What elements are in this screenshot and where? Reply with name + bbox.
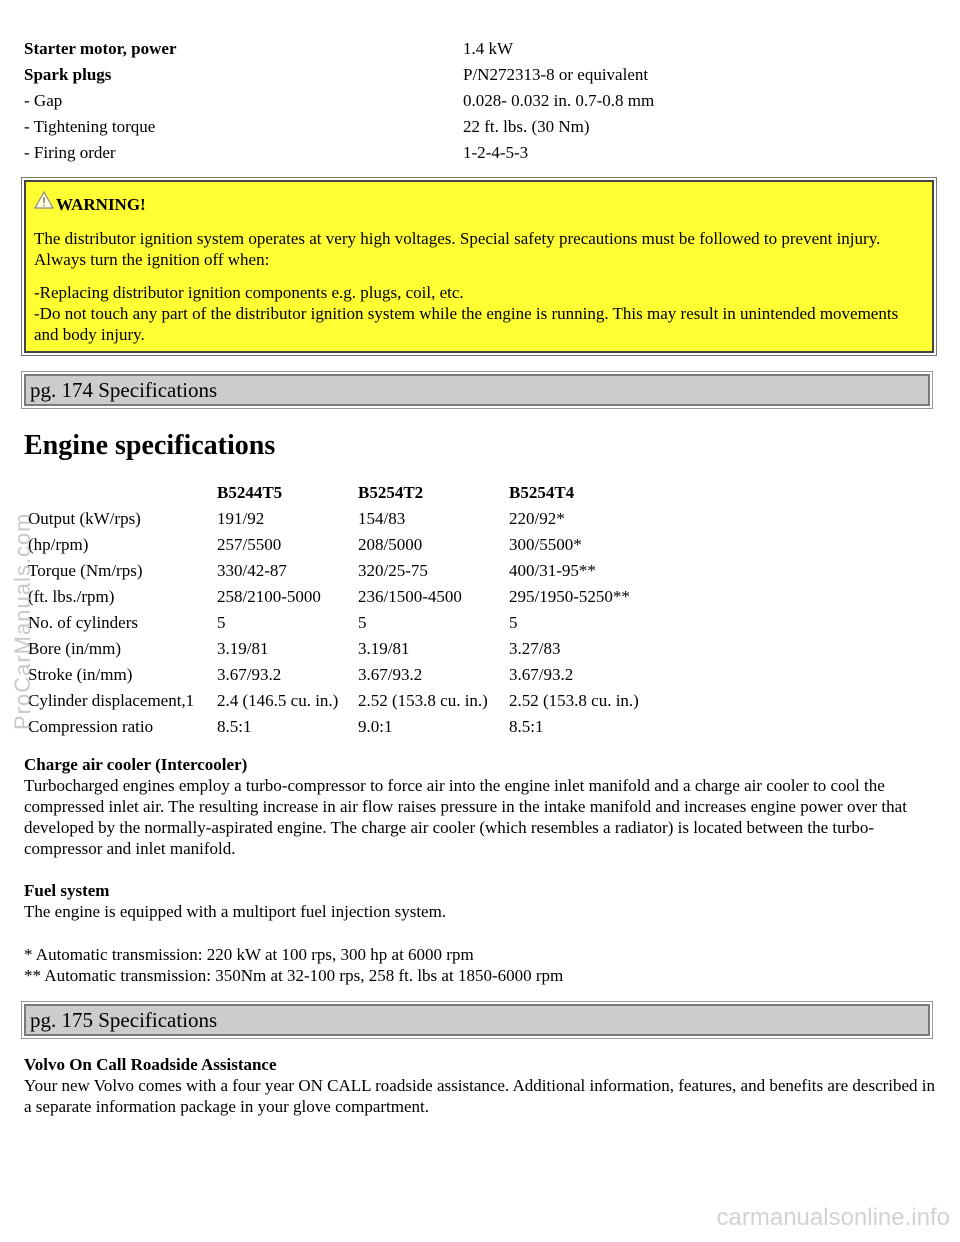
spec-value: 0.028- 0.032 in. 0.7-0.8 mm bbox=[463, 91, 655, 110]
table-cell: 295/1950-5250** bbox=[509, 587, 630, 606]
intercooler-text: Turbocharged engines employ a turbo-compressor to force air into the engine inlet manifold and a charge air cooler to cool the compressed inlet air. The resulting increase in air flow raises pressure in the intake manifold and increases engine power over that developed by the normally-aspirated engine. The charge air cooler (which resembles a radiator) is located between the turbo-compressor and inlet manifold. bbox=[24, 776, 907, 858]
watermark-bottom-right: carmanualsonline.info bbox=[716, 1204, 950, 1231]
spec-value: 1.4 kW bbox=[463, 39, 514, 58]
table-cell: 3.19/81 bbox=[217, 639, 269, 658]
table-cell: 330/42-87 bbox=[217, 561, 287, 580]
fuel-title: Fuel system bbox=[24, 881, 110, 900]
table-row bbox=[28, 610, 639, 636]
warning-text: The distributor ignition system operates at very high voltages. Special safety precautions must be followed to prevent injury. Always turn the ignition off when: bbox=[34, 229, 881, 269]
page-header-174: pg. 174 Specifications bbox=[24, 374, 930, 406]
footnote-1: * Automatic transmission: 220 kW at 100 rps, 300 hp at 6000 rpm bbox=[24, 945, 474, 964]
table-row bbox=[28, 662, 639, 688]
table-cell: 300/5500* bbox=[509, 535, 582, 554]
engine-specs-title: Engine specifications bbox=[24, 430, 276, 461]
spec-value: 22 ft. lbs. (30 Nm) bbox=[463, 117, 590, 136]
engine-column-header bbox=[28, 480, 217, 506]
table-cell: 208/5000 bbox=[358, 535, 423, 554]
warning-title: WARNING! bbox=[56, 195, 146, 214]
engine-column-header: B5244T5 bbox=[217, 483, 283, 502]
table-cell: No. of cylinders bbox=[28, 613, 139, 632]
table-cell: 2.52 (153.8 cu. in.) bbox=[358, 691, 488, 710]
table-cell: 191/92 bbox=[217, 509, 265, 528]
engine-specs-table bbox=[28, 480, 639, 740]
table-row bbox=[28, 636, 639, 662]
spec-row bbox=[24, 36, 784, 62]
table-row bbox=[28, 584, 639, 610]
table-row bbox=[28, 714, 639, 740]
table-cell: 8.5:1 bbox=[217, 717, 252, 736]
table-cell: Bore (in/mm) bbox=[28, 639, 122, 658]
table-cell: 3.19/81 bbox=[358, 639, 410, 658]
table-row bbox=[28, 688, 639, 714]
table-row bbox=[28, 558, 639, 584]
table-cell: 154/83 bbox=[358, 509, 406, 528]
spec-row bbox=[24, 88, 784, 114]
on-call-text: Your new Volvo comes with a four year ON CALL roadside assistance. Additional information, features, and benefits are described in a separate information package in your glove compartment. bbox=[24, 1076, 936, 1116]
table-cell: 220/92* bbox=[509, 509, 565, 528]
engine-column-header: B5254T2 bbox=[358, 483, 424, 502]
spec-row bbox=[24, 140, 784, 166]
table-cell: (hp/rpm) bbox=[28, 535, 89, 554]
table-cell: Cylinder displacement,1 bbox=[28, 691, 195, 710]
table-cell: 258/2100-5000 bbox=[217, 587, 321, 606]
watermark-left: ProCarManuals.com bbox=[10, 512, 35, 730]
fuel-section bbox=[24, 880, 936, 922]
spec-value: P/N272313-8 or equivalent bbox=[463, 65, 649, 84]
table-cell: 8.5:1 bbox=[509, 717, 544, 736]
on-call-title: Volvo On Call Roadside Assistance bbox=[24, 1055, 277, 1074]
table-cell: 5 bbox=[358, 613, 367, 632]
table-row bbox=[28, 532, 639, 558]
warning-box bbox=[24, 180, 934, 353]
engine-column-header: B5254T4 bbox=[509, 483, 575, 502]
table-cell: 320/25-75 bbox=[358, 561, 428, 580]
fuel-text: The engine is equipped with a multiport fuel injection system. bbox=[24, 902, 447, 921]
table-cell: Stroke (in/mm) bbox=[28, 665, 133, 684]
table-cell: 3.67/93.2 bbox=[358, 665, 423, 684]
spec-label: - Gap bbox=[24, 91, 63, 110]
spec-label: Spark plugs bbox=[24, 65, 112, 84]
spec-label: Starter motor, power bbox=[24, 39, 177, 58]
table-cell: (ft. lbs./rpm) bbox=[28, 587, 115, 606]
table-cell: 5 bbox=[217, 613, 226, 632]
ignition-specs-table bbox=[24, 36, 784, 166]
engine-table-header bbox=[28, 480, 639, 506]
warning-triangle-icon bbox=[34, 191, 54, 209]
spec-value: 1-2-4-5-3 bbox=[463, 143, 529, 162]
table-cell: 3.67/93.2 bbox=[217, 665, 282, 684]
spec-label: - Tightening torque bbox=[24, 117, 156, 136]
table-cell: 5 bbox=[509, 613, 518, 632]
warning-item-2: -Do not touch any part of the distributor ignition system while the engine is running. This may result in unintended movements and body injury. bbox=[34, 304, 899, 344]
footnote-2: ** Automatic transmission: 350Nm at 32-100 rps, 258 ft. lbs at 1850-6000 rpm bbox=[24, 966, 564, 985]
table-cell: 236/1500-4500 bbox=[358, 587, 462, 606]
table-cell: 2.52 (153.8 cu. in.) bbox=[509, 691, 639, 710]
table-cell: Torque (Nm/rps) bbox=[28, 561, 143, 580]
page-header-175: pg. 175 Specifications bbox=[24, 1004, 930, 1036]
table-cell: 3.67/93.2 bbox=[509, 665, 574, 684]
warning-header bbox=[34, 194, 924, 215]
spec-label: - Firing order bbox=[24, 143, 116, 162]
footnotes bbox=[24, 944, 936, 986]
table-cell: 400/31-95** bbox=[509, 561, 596, 580]
intercooler-title: Charge air cooler (Intercooler) bbox=[24, 755, 248, 774]
table-cell: 257/5500 bbox=[217, 535, 282, 554]
spec-row bbox=[24, 62, 784, 88]
warning-item-1: -Replacing distributor ignition components e.g. plugs, coil, etc. bbox=[34, 283, 464, 302]
warning-list bbox=[34, 282, 924, 345]
table-cell: 3.27/83 bbox=[509, 639, 561, 658]
on-call-section bbox=[24, 1054, 936, 1117]
intercooler-section bbox=[24, 754, 936, 859]
table-cell: 9.0:1 bbox=[358, 717, 393, 736]
spec-row bbox=[24, 114, 784, 140]
table-cell: 2.4 (146.5 cu. in.) bbox=[217, 691, 339, 710]
table-cell: Output (kW/rps) bbox=[28, 509, 141, 528]
table-cell: Compression ratio bbox=[28, 717, 154, 736]
page-content bbox=[24, 36, 936, 1117]
table-row bbox=[28, 506, 639, 532]
